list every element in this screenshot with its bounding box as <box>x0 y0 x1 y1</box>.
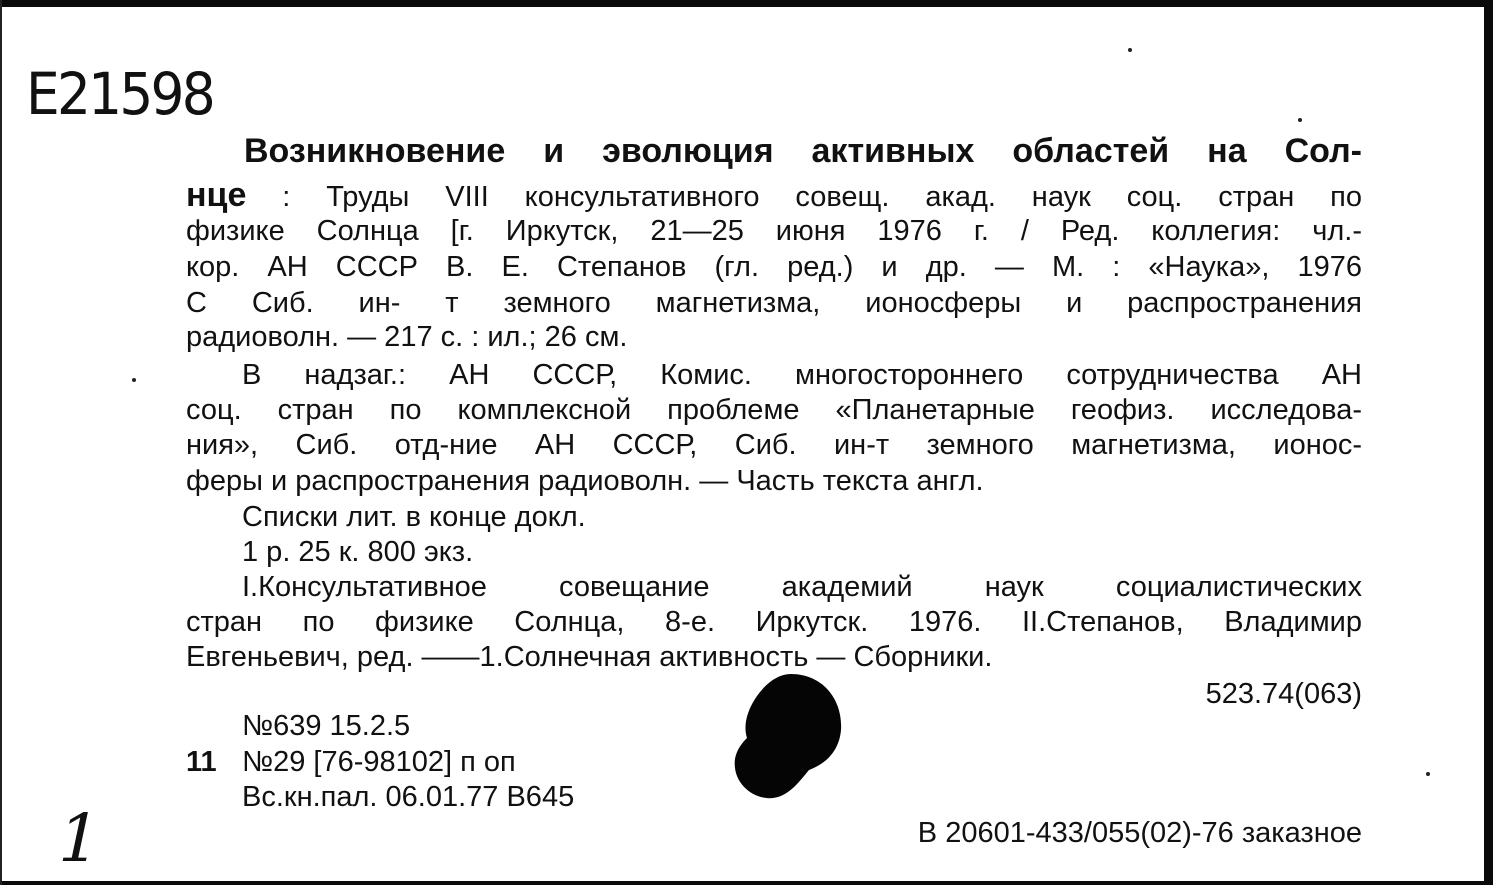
catalog-registration-line: №29 [76-98102] п оп <box>242 746 516 778</box>
description-line: физике Солнца [г. Иркутск, 21—25 июня 1976 г. / Ред. коллегия: чл.- <box>186 215 1362 247</box>
chamber-date-line: Вс.кн.пал. 06.01.77 В645 <box>242 781 575 813</box>
udc-code: 523.74(063) <box>1205 678 1362 710</box>
scan-speck <box>1298 118 1302 122</box>
scan-speck <box>132 378 136 382</box>
description-line: радиоволн. — 217 с. : ил.; 26 см. <box>186 321 628 353</box>
subtitle-text: : Труды VIII консультативного совещ. акад. наук соц. стран по <box>246 181 1362 213</box>
note-line: соц. стран по комплексной проблеме «Планетарные геофиз. исследова- <box>186 394 1362 426</box>
card-border-top <box>0 0 1493 7</box>
scan-speck <box>1128 48 1132 52</box>
title-continuation: нце <box>186 176 247 214</box>
title-line-2 <box>186 178 1362 214</box>
card-border-right <box>1484 0 1493 885</box>
catalog-number-line: №639 15.2.5 <box>242 710 411 742</box>
subject-line: Евгеньевич, ред. ——1.Солнечная активность — Сборники. <box>186 641 993 673</box>
description-line: С Сиб. ин- т земного магнетизма, ионосферы и распространения <box>186 287 1362 319</box>
scan-speck <box>1426 772 1430 776</box>
subject-line: стран по физике Солнца, 8-е. Иркутск. 1976. II.Степанов, Владимир <box>186 606 1362 638</box>
title-line-1: Возникновение и эволюция активных областей на Сол- <box>244 132 1362 170</box>
bibliography-note: Списки лит. в конце докл. <box>242 501 586 533</box>
card-border-left <box>0 0 2 885</box>
order-code: В 20601-433/055(02)-76 заказное <box>917 817 1362 849</box>
note-line: В надзаг.: АН СССР, Комис. многостороннего сотрудничества АН <box>242 359 1362 391</box>
catalog-prefix-number: 11 <box>186 746 217 778</box>
card-border-bottom <box>0 881 1493 885</box>
handwritten-inventory-number: E21598 <box>26 60 213 128</box>
note-line: феры и распространения радиоволн. — Часть текста англ. <box>186 465 984 497</box>
note-line: ния», Сиб. отд-ние АН СССР, Сиб. ин-т земного магнетизма, ионос- <box>186 429 1362 461</box>
price-line: 1 р. 25 к. 800 экз. <box>242 536 474 568</box>
handwritten-copy-number: 1 <box>49 800 109 877</box>
subject-line: I.Консультативное совещание академий наук социалистических <box>242 571 1362 603</box>
description-line: кор. АН СССР В. Е. Степанов (гл. ред.) и др. — М. : «Наука», 1976 <box>186 251 1362 283</box>
punch-hole-blot <box>733 672 843 802</box>
